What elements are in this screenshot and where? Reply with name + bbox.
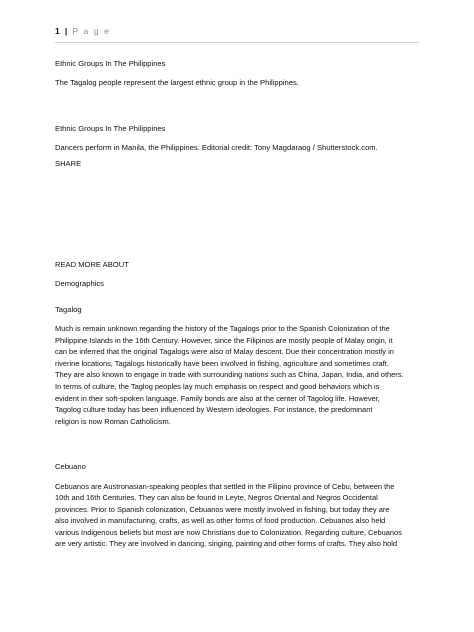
document-body [55, 58, 423, 550]
share-link[interactable]: SHARE [55, 158, 82, 168]
read-more-topic[interactable]: Demographics [55, 279, 104, 289]
cebuano-paragraph [55, 481, 423, 550]
paragraph-line: provinces. Prior to Spanish colonization, Cebuanos were mostly involved in fishing, but today they are [55, 504, 390, 514]
paragraph-line: Cebuanos are Austronasian-speaking peoples that settled in the Filipino province of Cebu, between the [55, 481, 395, 491]
image-heading: Ethnic Groups In The Philippines [55, 123, 166, 133]
intro-sentence: The Tagalog people represent the largest ethnic group in the Philippines. [55, 78, 299, 88]
page-label: P a g e [72, 26, 111, 36]
paragraph-line: are very artistic. They are involved in dancing, singing, painting and other forms of crafts. They also hold [55, 539, 398, 549]
paragraph-line: Philippine Islands in the 16th Century. However, since the Filipinos are mostly people of Malay origin, it [55, 335, 393, 345]
page-number: 1 [55, 26, 61, 36]
read-more-label: READ MORE ABOUT [55, 260, 129, 270]
paragraph-line: 10th and 16th Centuries. They can also be found in Leyte, Negros Oriental and Negros Occidental [55, 493, 378, 503]
page-header [55, 26, 419, 43]
paragraph-line: Tagolog culture today has been influenced by Western ideologies. For instance, the predominant [55, 405, 373, 415]
tagalog-paragraph [55, 323, 423, 427]
section-title-cebuano: Cebuano [55, 462, 86, 472]
paragraph-line: riverine locations, Tagalogs historically have been involved in fishing, agriculture and sometimes craft. [55, 358, 389, 368]
image-caption: Dancers perform in Manila, the Philippines. Editorial credit: Tony Magdaraog / Shutterstock.com. [55, 143, 378, 153]
intro-heading: Ethnic Groups In The Philippines [55, 59, 166, 68]
paragraph-line: They are also known to engage in trade with surrounding nations such as China, Japan, India, and others. [55, 370, 404, 380]
paragraph-line: can be inferred that the original Tagalogs were also of Malay descent. Due their concentration mostly in [55, 347, 394, 357]
paragraph-line: various Indigenous beliefs but most are now Christians due to Colonization. Regarding culture, Cebuanos [55, 527, 402, 537]
paragraph-line: Much is remain unknown regarding the history of the Tagalogs prior to the Spanish Colonization of the [55, 324, 390, 334]
paragraph-line: In terms of culture, the Taglog peoples lay much emphasis on respect and good behaviors which is [55, 381, 380, 391]
paragraph-line: evident in their soft-spoken language. Family bonds are also at the center of Tagolog life. However, [55, 393, 380, 403]
paragraph-line: religion is now Roman Catholicism. [55, 416, 171, 426]
section-title-tagalog: Tagalog [55, 304, 82, 314]
paragraph-line: also involved in manufacturing, crafts, as well as other forms of food production. Cebuanos also held [55, 516, 386, 526]
page-separator: | [64, 26, 68, 36]
